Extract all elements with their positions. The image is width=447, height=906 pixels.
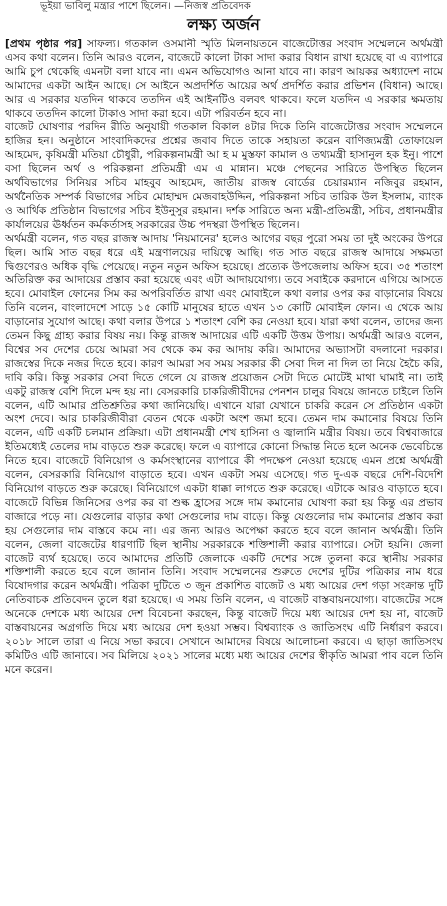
article-paragraph: [5, 38, 443, 121]
article-body: [5, 38, 443, 904]
continuation-marker: [প্রথম পৃষ্ঠার পর]: [5, 38, 83, 50]
article-paragraph: বাজেট ঘোষণার পরদিন রীতি অনুযায়ী গতকাল বিকাল ৪টার দিকে তিনি বাজেটোত্তর সংবাদ সম্মেলনে হাজির হন। অনুষ্ঠানে সাংবাদিকদের প্রশ্নের জবাব দিতে তাকে সহায়তা করেন বাণিজ্যমন্ত্রী তোফায়েল আহমেদ, কৃষিমন্ত্রী মতিয়া চৌধুরী, পরিকল্পনামন্ত্রী আ হ ম মুস্তফা কামাল ও তথ্যমন্ত্রী হাসানুল হক ইনু। পাশে বসা ছিলেন অর্থ ও পরিকল্পনা প্রতিমন্ত্রী এম এ মান্নান। মঞ্চে পেছনের সারিতে উপস্থিত ছিলেন অর্থবিভাগের সিনিয়র সচিব মাহবুব আহমেদ, জাতীয় রাজস্ব বোর্ডের চেয়ারম্যান নজিবুর রহমান, অর্থনৈতিক সম্পর্ক বিভাগের সচিব মোহাম্মদ মেজবাহউদ্দিন, পরিকল্পনা সচিব তারিক উল ইসলাম, ব্যাংক ও আর্থিক প্রতিষ্ঠান বিভাগের সচিব ইউনুসুর রহমান। দর্শক সারিতে অন্য মন্ত্রী-প্রতিমন্ত্রী, সচিব, প্রধানমন্ত্রীর কার্যালয়ের ঊর্ধ্বতন কর্মকর্তাসহ সরকারের উচ্চ পদস্থরা উপস্থিত ছিলেন।: [5, 121, 443, 231]
article-headline: লক্ষ্য অর্জন: [187, 15, 260, 34]
article-paragraph: অর্থমন্ত্রী বলেন, গত বছর রাজস্ব আদায় 'নিয়মানের' হলেও আগের বছর পুরো সময় তা দুই অংকের উপরে ছিল। আমি সাত বছর ধরে এই মন্ত্রণালয়ের দায়িত্বে আছি। গত সাত বছরে রাজস্ব আদায়ে সক্ষমতা দ্বিগুণেরও অধিক বৃদ্ধি পেয়েছে। নতুন নতুন অফিস হয়েছে। প্রত্যেক উপজেলায় অফিস হবে। ৩৫ শতাংশ অতিরিক্ত কর আদায়ের প্রস্তাব করা হয়েছে এবং এটা আদায়যোগ্য। তবে সবাইকে করদানে এগিয়ে আসতে হবে। মোবাইল ফোনের সিম কর অপরিবর্তিত রাখা এবং মোবাইলে কথা বলার ওপর কর বাড়ানোর বিষয়ে তিনি বলেন, বাংলাদেশে সাড়ে ১৫ কোটি মানুষের হাতে এখন ১৩ কোটি মোবাইল ফোন। এ থেকে আয় বাড়ানোর সুযোগ আছে। কথা বলার উপরে ১ শতাংশ বেশি কর নেওয়া হবে। যারা কথা বলেন, তাদের জন্য তেমন কিছু গ্রাহ্য করার বিষয় নয়। কিন্তু রাজস্ব আদায়ের এটি একটি উত্তম উপায়। অর্থমন্ত্রী আরও বলেন, বিশ্বের সব দেশের চেয়ে আমরা সব থেকে কম কর আদায় করি। আমাদের অভ্যাসটা বদলানো দরকার। রাজস্বের দিকে নজর দিতে হবে। কারণ আমরা সব সময় সরকার কী সেবা দিল না দিল তা নিয়ে হৈচৈ করি, দাবি করি। কিন্তু সরকার সেবা দিতে গেলে যে রাজস্ব প্রয়োজন সেটা দিতে মোটেই মাথা ঘামাই না। তাই একটু রাজস্ব বেশি দিলে মন্দ হয় না। বেসরকারি চাকরিজীবীদের পেনশন চালুর বিষয়ে জানতে চাইলে তিনি বলেন, এটি আমার প্রতিশ্রুতির কথা জানিয়েছি। এখানে যারা যেখানে চাকরি করেন সে প্রতিষ্ঠান একটা অংশ দেবে। আর চাকরিজীবীরা বেতন থেকে একটা অংশ জমা হবে। তেমন দাম কমানোর বিষয়ে তিনি বলেন, এটি একটি চলমান প্রক্রিয়া। এটা প্রধানমন্ত্রী শেখ হাসিনা ও জ্বালানি মন্ত্রীর বিষয়। তবে বিশ্ববাজারে ইতিমধ্যেই তেলের দাম বাড়তে শুরু করেছে। ফলে এ ব্যাপারে কোনো সিদ্ধান্ত নিতে হলে অনেক ভেবেচিন্তে নিতে হবে। বাজেটে বিনিয়োগ ও কর্মসংস্থানের ব্যাপারে কী পদক্ষেপ নেওয়া হয়েছে এমন প্রশ্নে অর্থমন্ত্রী বলেন, বেসরকারি বিনিয়োগ বাড়াতে হবে। এখন একটা সময় এসেছে। গত দু-এক বছরে দেশি-বিদেশি বিনিয়োগ বাড়তে শুরু করেছে। বিনিয়োগে একটা ধাক্কা লাগতে শুরু করেছে। এটাকে আরও বাড়াতে হবে। বাজেটে বিভিন্ন জিনিসের ওপর কর বা শুল্ক হ্রাসের সঙ্গে দাম কমানোর ঘোষণা করা হয় কিন্তু এর প্রভাব বাজারে পড়ে না। যেগুলোর বাড়ার কথা সেগুলোর দাম বাড়ে। কিন্তু যেগুলোর দাম কমানোর প্রস্তাব করা হয় সেগুলোর দাম বাস্তবে কমে না। এর জন্য আরও অপেক্ষা করতে হবে বলে জানান অর্থমন্ত্রী। তিনি বলেন, জেলা বাজেটের ধারণাটি ছিল স্থানীয় সরকারকে শক্তিশালী করার ব্যাপারে। সেটা হয়নি। জেলা বাজেট ব্যর্থ হয়েছে। তবে আমাদের প্রতিটি জেলাকে একটি দেশের সঙ্গে তুলনা করে স্থানীয় সরকার শক্তিশালী করতে হবে বলে জানান তিনি। সংবাদ সম্মেলনের শুরুতে দেশের দুটির পত্রিকার নাম ধরে বিষোদগার করেন অর্থমন্ত্রী। পত্রিকা দুটিতে ৩ জুন প্রকাশিত বাজেট ও মধ্য আয়ের দেশ গড়া সংক্রান্ত দুটি নেতিবাচক প্রতিবেদন তুলে ধরা হয়েছে। এ সময় তিনি বলেন, এ বাজেট বাস্তবায়নযোগ্য। বাজেটের সঙ্গে অনেকে দেশকে মধ্য আয়ের দেশ বিবেচনা করছেন, কিন্তু বাজেট দিয়ে মধ্য আয়ের দেশ হয় না, বাজেট বাস্তবায়নের অগ্রগতি দিয়ে মধ্য আয়ের দেশ হওয়া সম্ভব। বিশ্বব্যাংক ও জাতিসংঘ এটি নির্ধারণ করবে। ২০১৮ সালে তারা এ নিয়ে সভা করবে। সেখানে আমাদের বিষয়ে আলোচনা করবে। এ ছাড়া জাতিসংঘ কমিটিও এটি জানাবে। সব মিলিয়ে ২০২১ সালের মধ্যে মধ্য আয়ের দেশের স্বীকৃতি আমরা পাব বলে তিনি মনে করেন।: [5, 232, 443, 676]
paragraph-text: সাফল্য। গতকাল ওসমানী স্মৃতি মিলনায়তনে বাজেটোত্তর সংবাদ সম্মেলনে অর্থমন্ত্রী এসব কথা বলেন। তিনি আরও বলেন, বাজেটে কালো টাকা সাদা করার বিধান রাখা হয়েছে বা এ ব্যাপারে আমি চুপ থেকেছি এমনটা বলা যাবে না। এমন অভিযোগও আনা যাবে না। কারণ আয়কর অধ্যাদেশ নামে আমাদের একটা আইন আছে। সে আইনে অপ্রদর্শিত আয়ের অর্থ প্রদর্শিত করার প্রভিশন (বিধান) আছে। আর এ সরকার যতদিন থাকবে ততদিন এই আইনটিও বলবৎ থাকবে। ফলে যতদিন এ সরকার ক্ষমতায় থাকবে ততদিন কালো টাকাও সাদা করা হবে। এটা পরিবর্তন হবে না।: [5, 38, 443, 120]
previous-article-tail: ভূইয়া ভাবিলু মন্ত্রার পাশে ছিলেন। —নিজস্ব প্রতিবেদক: [40, 1, 251, 12]
